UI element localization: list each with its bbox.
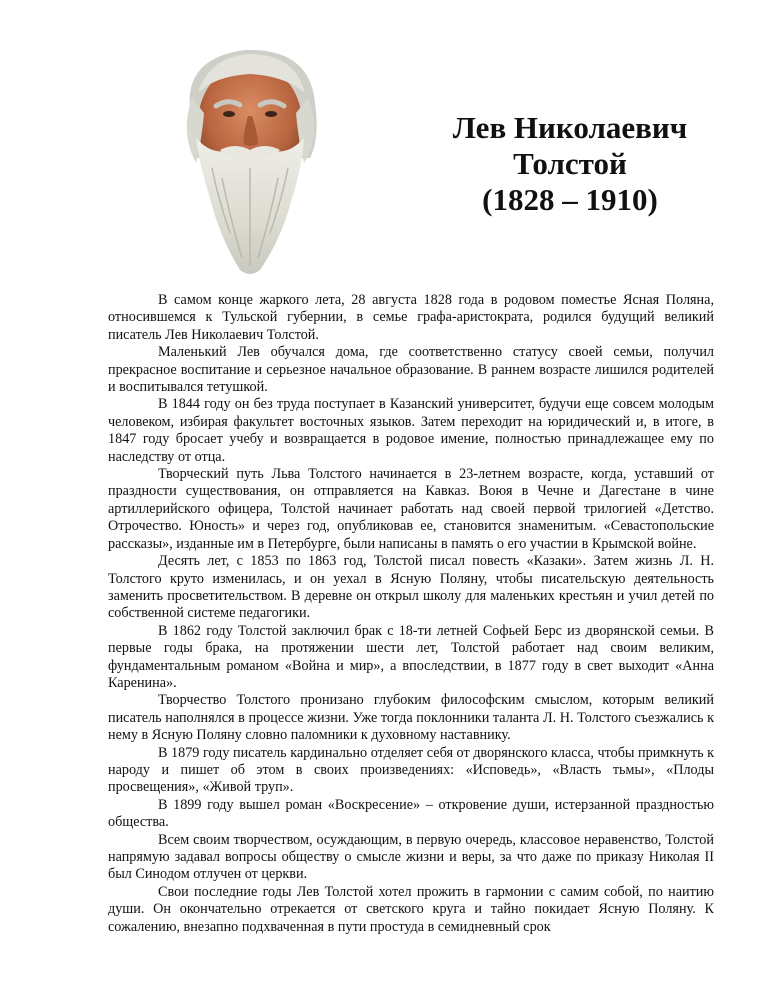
title-name-line: Лев Николаевич [452, 110, 688, 145]
paragraph: Творческий путь Льва Толстого начинается в 23-летнем возрасте, когда, уставший от праздности существования, он отправляется на Кавказ. Воюя в Чечне и Дагестане в чине артиллерийского офицера, Толстой начинает работать над своей первой трилогией «Детство. Отрочество. Юность» и через год, опубликовав ее, становится знаменитым. «Севастопольские рассказы», изданные им в Петербурге, были написаны в память о его участии в Крымской войне. [108, 466, 714, 552]
paragraph: В 1899 году вышел роман «Воскресение» – откровение души, истерзанной праздностью общества. [108, 796, 714, 831]
paragraph: Творчество Толстого пронизано глубоким философским смыслом, которым великий писатель наполнялся в процессе жизни. Уже тогда поклонники таланта Л. Н. Толстого съезжались к нему в Ясную Поляну словно паломники к духовному наставнику. [108, 692, 714, 744]
paragraph: В 1862 году Толстой заключил брак с 18-ти летней Софьей Берс из дворянской семьи. В первые годы брака, на протяжении шести лет, Толстой работает над своим великим, фундаментальным романом «Война и мир», а впоследствии, в 1877 году в свет выходит «Анна Каренина». [108, 622, 714, 691]
paragraph: Свои последние годы Лев Толстой хотел прожить в гармонии с самим собой, по наитию души. Он окончательно отрекается от светского круга и тайно покидает Ясную Поляну. К сожалению, внезапно подхваченная в пути простуда в семидневный срок [108, 883, 714, 935]
paragraph: В 1844 году он без труда поступает в Казанский университет, будучи еще совсем молодым человеком, избирая факультет восточных языков. Затем переходит на юридический и, в итоге, в 1847 году бросает учебу и возвращается в родовое имение, полностью принадлежащее ему по наследству от отца. [108, 396, 714, 465]
paragraph: Десять лет, с 1853 по 1863 год, Толстой писал повесть «Казаки». Затем жизнь Л. Н. Толстого круто изменилась, и он уехал в Ясную Поляну, чтобы писательскую деятельность заменить просветительством. В деревне он открыл школу для маленьких крестьян и учил детей по собственной системе педагогики. [108, 553, 714, 622]
page-title [420, 110, 720, 218]
title-surname-line: Толстой [513, 146, 627, 181]
paragraph: Маленький Лев обучался дома, где соответственно статусу своей семьи, получил прекрасное воспитание и серьезное начальное образование. В раннем возрасте лишился родителей и воспитывался тетушкой. [108, 344, 714, 396]
paragraph: В 1879 году писатель кардинально отделяет себя от дворянского класса, чтобы примкнуть к народу и пишет об этом в своих произведениях: «Исповедь», «Власть тьмы», «Плоды просвещения», «Живой труп». [108, 744, 714, 796]
paragraph: Всем своим творчеством, осуждающим, в первую очередь, классовое неравенство, Толстой напрямую задавал вопросы обществу о смысле жизни и веры, за что даже по приказу Николая II был Синодом отлучен от церкви. [108, 831, 714, 883]
paragraph: В самом конце жаркого лета, 28 августа 1828 года в родовом поместье Ясная Поляна, относившемся к Тульской губернии, в семье графа-аристократа, родился будущий великий писатель Лев Николаевич Толстой. [108, 292, 714, 343]
portrait-image [150, 38, 350, 283]
biography-text [108, 292, 714, 936]
title-years-line: (1828 – 1910) [482, 182, 658, 217]
